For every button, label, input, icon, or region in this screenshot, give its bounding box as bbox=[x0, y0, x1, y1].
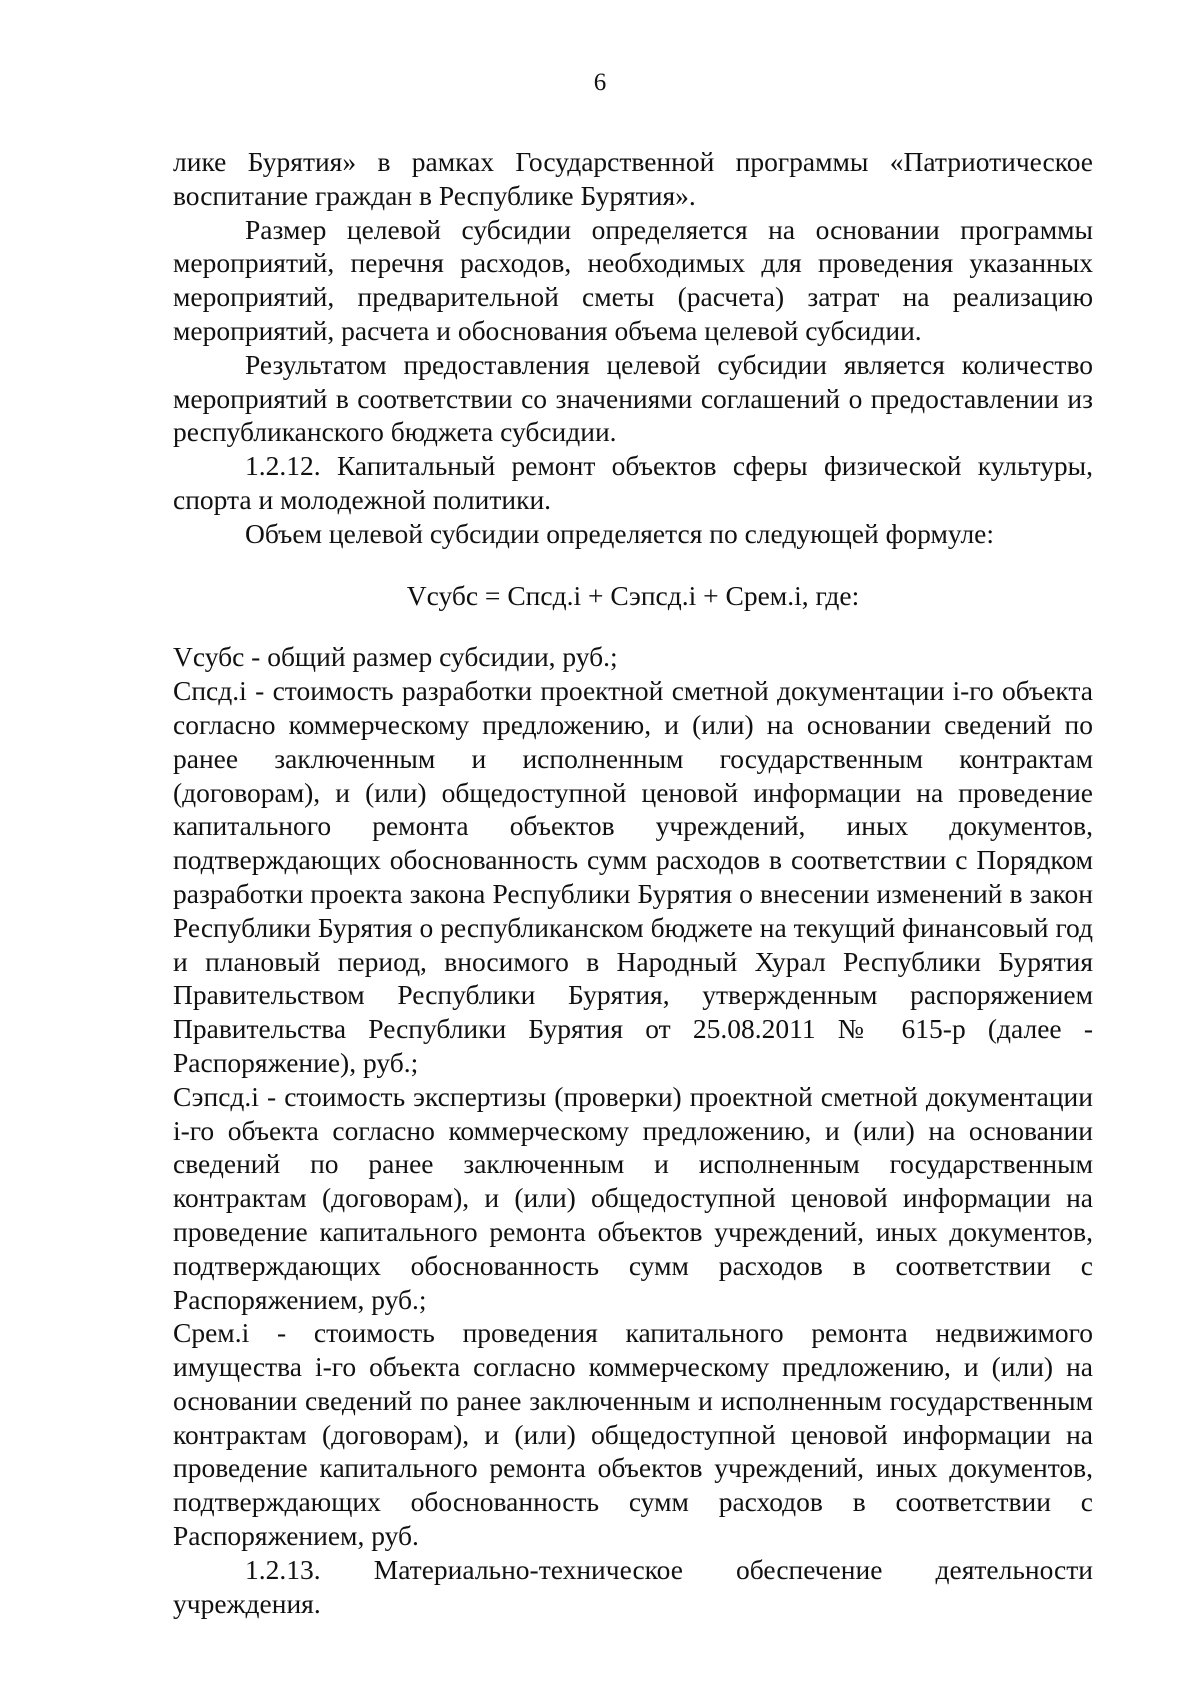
page-number: 6 bbox=[593, 69, 607, 96]
section-heading-1-2-12: 1.2.12. Капитальный ремонт объектов сферы физической культуры, спорта и молодежной политики. bbox=[173, 450, 1093, 515]
definition-srem: Срем.i - стоимость проведения капитального ремонта недвижимого имущества i-го объекта согласно коммерческому предложению, и (или) на основании сведений по ранее заключенным и исполненным государственным контрактам (договорам), и (или) общедоступной ценовой информации на проведение капитального ремонта объектов учреждений, иных документов, подтверждающих обоснованность сумм расходов в соответствии с Распоряжением, руб. bbox=[173, 1317, 1093, 1552]
section-heading-1-2-13: 1.2.13. Материально-техническое обеспечение деятельности учреждения. bbox=[173, 1553, 1093, 1619]
paragraph-subsidy-result: Результатом предоставления целевой субсидии является количество мероприятий в соответствии со значениями соглашений о предоставлении из республиканского бюджета субсидии. bbox=[173, 348, 1093, 448]
definition-sepsd: Сэпсд.i - стоимость экспертизы (проверки) проектной сметной документации i-го объекта согласно коммерческому предложению, и (или) на основании сведений по ранее заключенным и исполненным государственным контрактам (договорам), и (или) общедоступной ценовой информации на проведение капитального ремонта объектов учреждений, иных документов, подтверждающих обоснованность сумм расходов в соответствии с Распоряжением, руб.; bbox=[173, 1080, 1093, 1315]
formula: Vсубс = Спсд.i + Сэпсд.i + Срем.i, где: bbox=[406, 579, 860, 611]
definition-vsubs: Vсубс - общий размер субсидии, руб.; bbox=[173, 641, 618, 673]
paragraph-formula-intro: Объем целевой субсидии определяется по следующей формуле: bbox=[245, 517, 995, 549]
paragraph-continuation: лике Бурятия» в рамках Государственной программы «Патриотическое воспитание граждан в Республике Бурятия». bbox=[173, 146, 1093, 211]
document-body bbox=[173, 145, 1093, 1620]
definition-spsd: Спсд.i - стоимость разработки проектной сметной документации i-го объекта согласно коммерческому предложению, и (или) на основании сведений по ранее заключенным и исполненным государственным контрактам (договорам), и (или) общедоступной ценовой информации на проведение капитального ремонта объектов учреждений, иных документов, подтверждающих обоснованность сумм расходов в соответствии с Порядком разработки проекта закона Республики Бурятия о внесении изменений в закон Республики Бурятия о республиканском бюджете на текущий финансовый год и плановый период, вносимого в Народный Хурал Республики Бурятия Правительством Республики Бурятия, утвержденным распоряжением Правительства Республики Бурятия от 25.08.2011 № 615-р (далее - Распоряжение), руб.; bbox=[173, 675, 1093, 1078]
paragraph-subsidy-size: Размер целевой субсидии определяется на основании программы мероприятий, перечня расходов, необходимых для проведения указанных мероприятий, предварительной сметы (расчета) затрат на реализацию мероприятий, расчета и обоснования объема целевой субсидии. bbox=[173, 213, 1093, 346]
